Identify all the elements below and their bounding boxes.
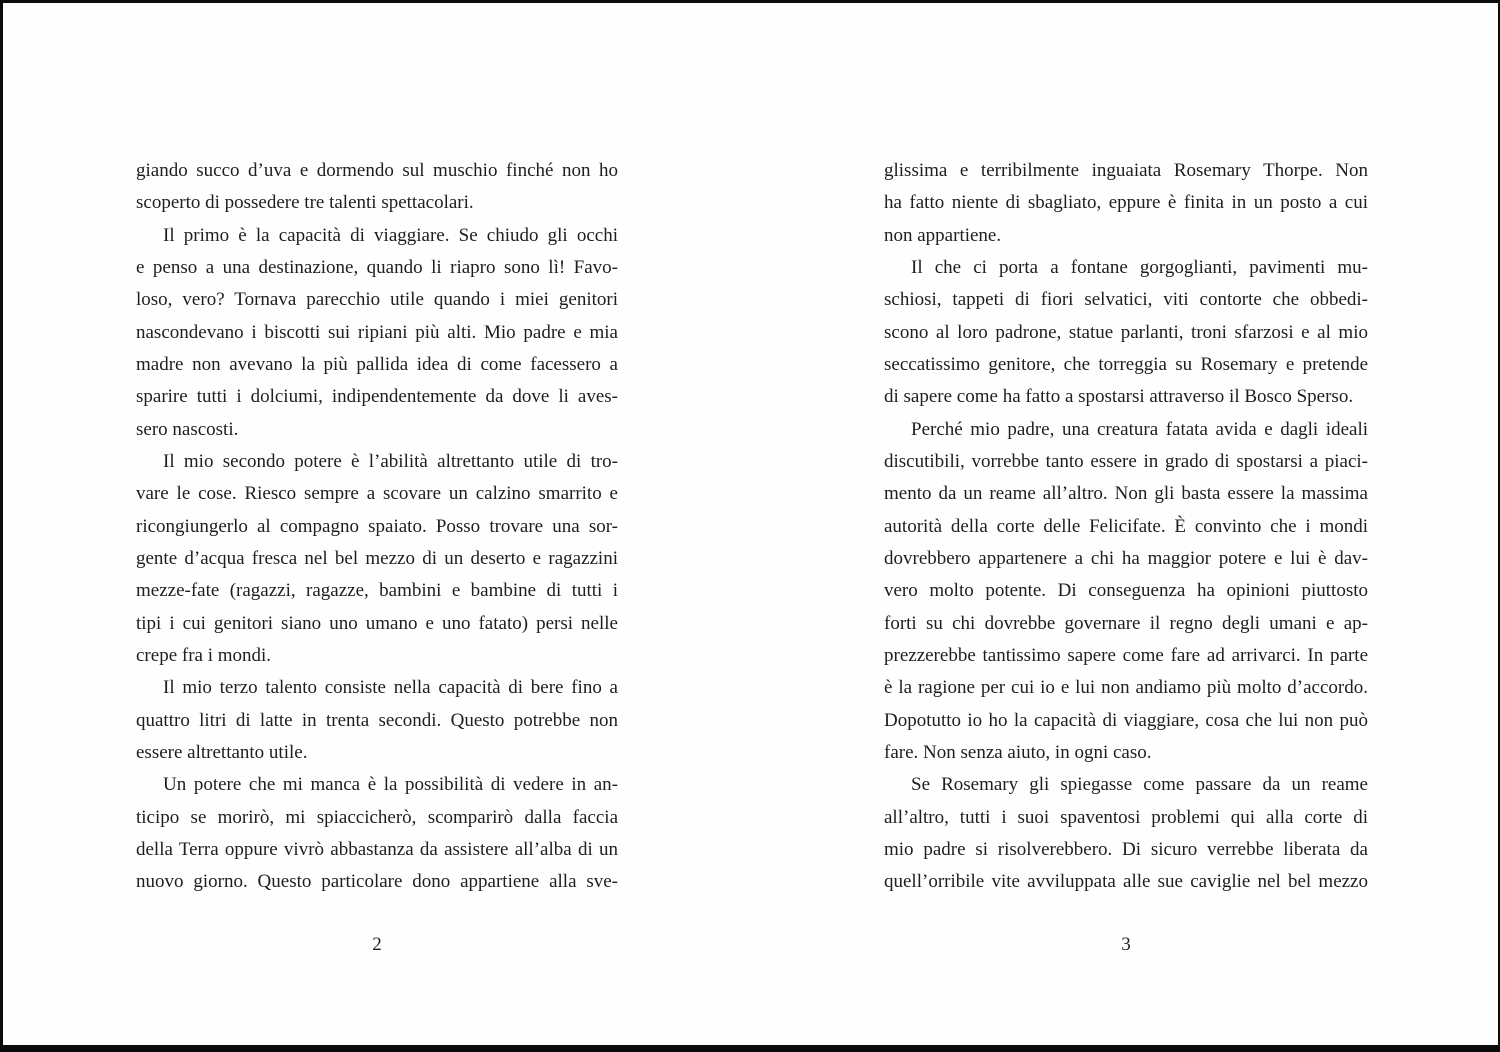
text-line: ticipo se morirò, mi spiaccicherò, scomparirò dalla faccia [136,806,618,828]
text-line: scono al loro padrone, statue parlanti, troni sfarzosi e al mio [884,321,1368,343]
text-line: Se Rosemary gli spiegasse come passare da un reame [911,774,1368,796]
text-line: discutibili, vorrebbe tanto essere in grado di spostarsi a piaci- [884,450,1368,472]
page-right-text [884,155,1368,899]
text-line: loso, vero? Tornava parecchio utile quando i miei genitori [136,289,618,311]
text-line: prezzerebbe tantissimo sapere come fare ad arrivarci. In parte [884,644,1368,666]
text-line: Dopotutto io ho la capacità di viaggiare, cosa che lui non può [884,709,1368,731]
text-line: Il mio terzo talento consiste nella capacità di bere fino a [163,677,618,699]
text-line: vero molto potente. Di conseguenza ha opinioni piuttosto [884,580,1368,602]
text-line: glissima e terribilmente inguaiata Rosemary Thorpe. Non [884,160,1368,181]
text-line: ha fatto niente di sbagliato, eppure è finita in un posto a cui [884,192,1368,214]
text-line: mio padre si risolverebbero. Di sicuro verrebbe liberata da [884,838,1368,860]
text-line: madre non avevano la più pallida idea di come facessero a [136,353,618,375]
text-line: crepe fra i mondi. [136,644,272,666]
text-line: autorità della corte delle Felicifate. È convinto che i mondi [884,515,1368,537]
text-line: quell’orribile vite avviluppata alle sue caviglie nel bel mezzo [884,871,1368,893]
text-line: Perché mio padre, una creatura fatata avida e dagli ideali [911,418,1368,440]
text-line: di sapere come ha fatto a spostarsi attraverso il Bosco Sperso. [884,386,1354,408]
text-line: ricongiungerlo al compagno spaiato. Posso trovare una sor- [136,515,618,537]
text-line: schiosi, tappeti di fiori selvatici, viti contorte che obbedi- [884,289,1368,311]
text-line: della Terra oppure vivrò abbastanza da assistere all’alba di un [136,838,618,860]
text-line: vare le cose. Riesco sempre a scovare un calzino smarrito e [136,483,618,505]
text-line: essere altrettanto utile. [136,741,308,763]
text-line: mezze-fate (ragazzi, ragazze, bambini e bambine di tutti i [136,580,618,602]
text-line: dovrebbero appartenere a chi ha maggior potere e lui è dav- [884,547,1368,569]
text-line: forti su chi dovrebbe governare il regno degli umani e ap- [884,612,1368,634]
text-line: e penso a una destinazione, quando li riapro sono lì! Favo- [136,256,618,278]
text-line: non appartiene. [884,224,1002,246]
page-left-text [136,155,618,899]
page-number-right: 3 [1121,934,1131,955]
text-line: sero nascosti. [136,418,239,440]
text-line: Il che ci porta a fontane gorgoglianti, pavimenti mu- [911,256,1368,278]
text-line: Un potere che mi manca è la possibilità di vedere in an- [163,774,618,796]
text-line: giando succo d’uva e dormendo sul muschio finché non ho [136,160,618,181]
text-line: fare. Non senza aiuto, in ogni caso. [884,741,1152,763]
page-number-left: 2 [372,934,382,955]
text-line: gente d’acqua fresca nel bel mezzo di un deserto e ragazzini [136,547,618,569]
text-line: sparire tutti i dolciumi, indipendentemente da dove li aves- [136,386,618,408]
text-line: scoperto di possedere tre talenti spettacolari. [136,192,474,214]
text-line: quattro litri di latte in trenta secondi. Questo potrebbe non [136,709,618,731]
text-line: nuovo giorno. Questo particolare dono appartiene alla sve- [136,871,618,893]
text-line: all’altro, tutti i suoi spaventosi problemi qui alla corte di [884,806,1368,828]
text-line: Il mio secondo potere è l’abilità altrettanto utile di tro- [163,450,618,472]
text-line: nascondevano i biscotti sui ripiani più alti. Mio padre e mia [136,321,618,343]
text-line: Il primo è la capacità di viaggiare. Se chiudo gli occhi [163,224,618,246]
text-line: mento da un reame all’altro. Non gli basta essere la massima [884,483,1368,505]
text-line: seccatissimo genitore, che torreggia su Rosemary e pretende [884,353,1368,375]
text-line: tipi i cui genitori siano uno umano e uno fatato) persi nelle [136,612,618,634]
text-line: è la ragione per cui io e lui non andiamo più molto d’accordo. [884,677,1368,699]
page-right [750,0,1500,1052]
